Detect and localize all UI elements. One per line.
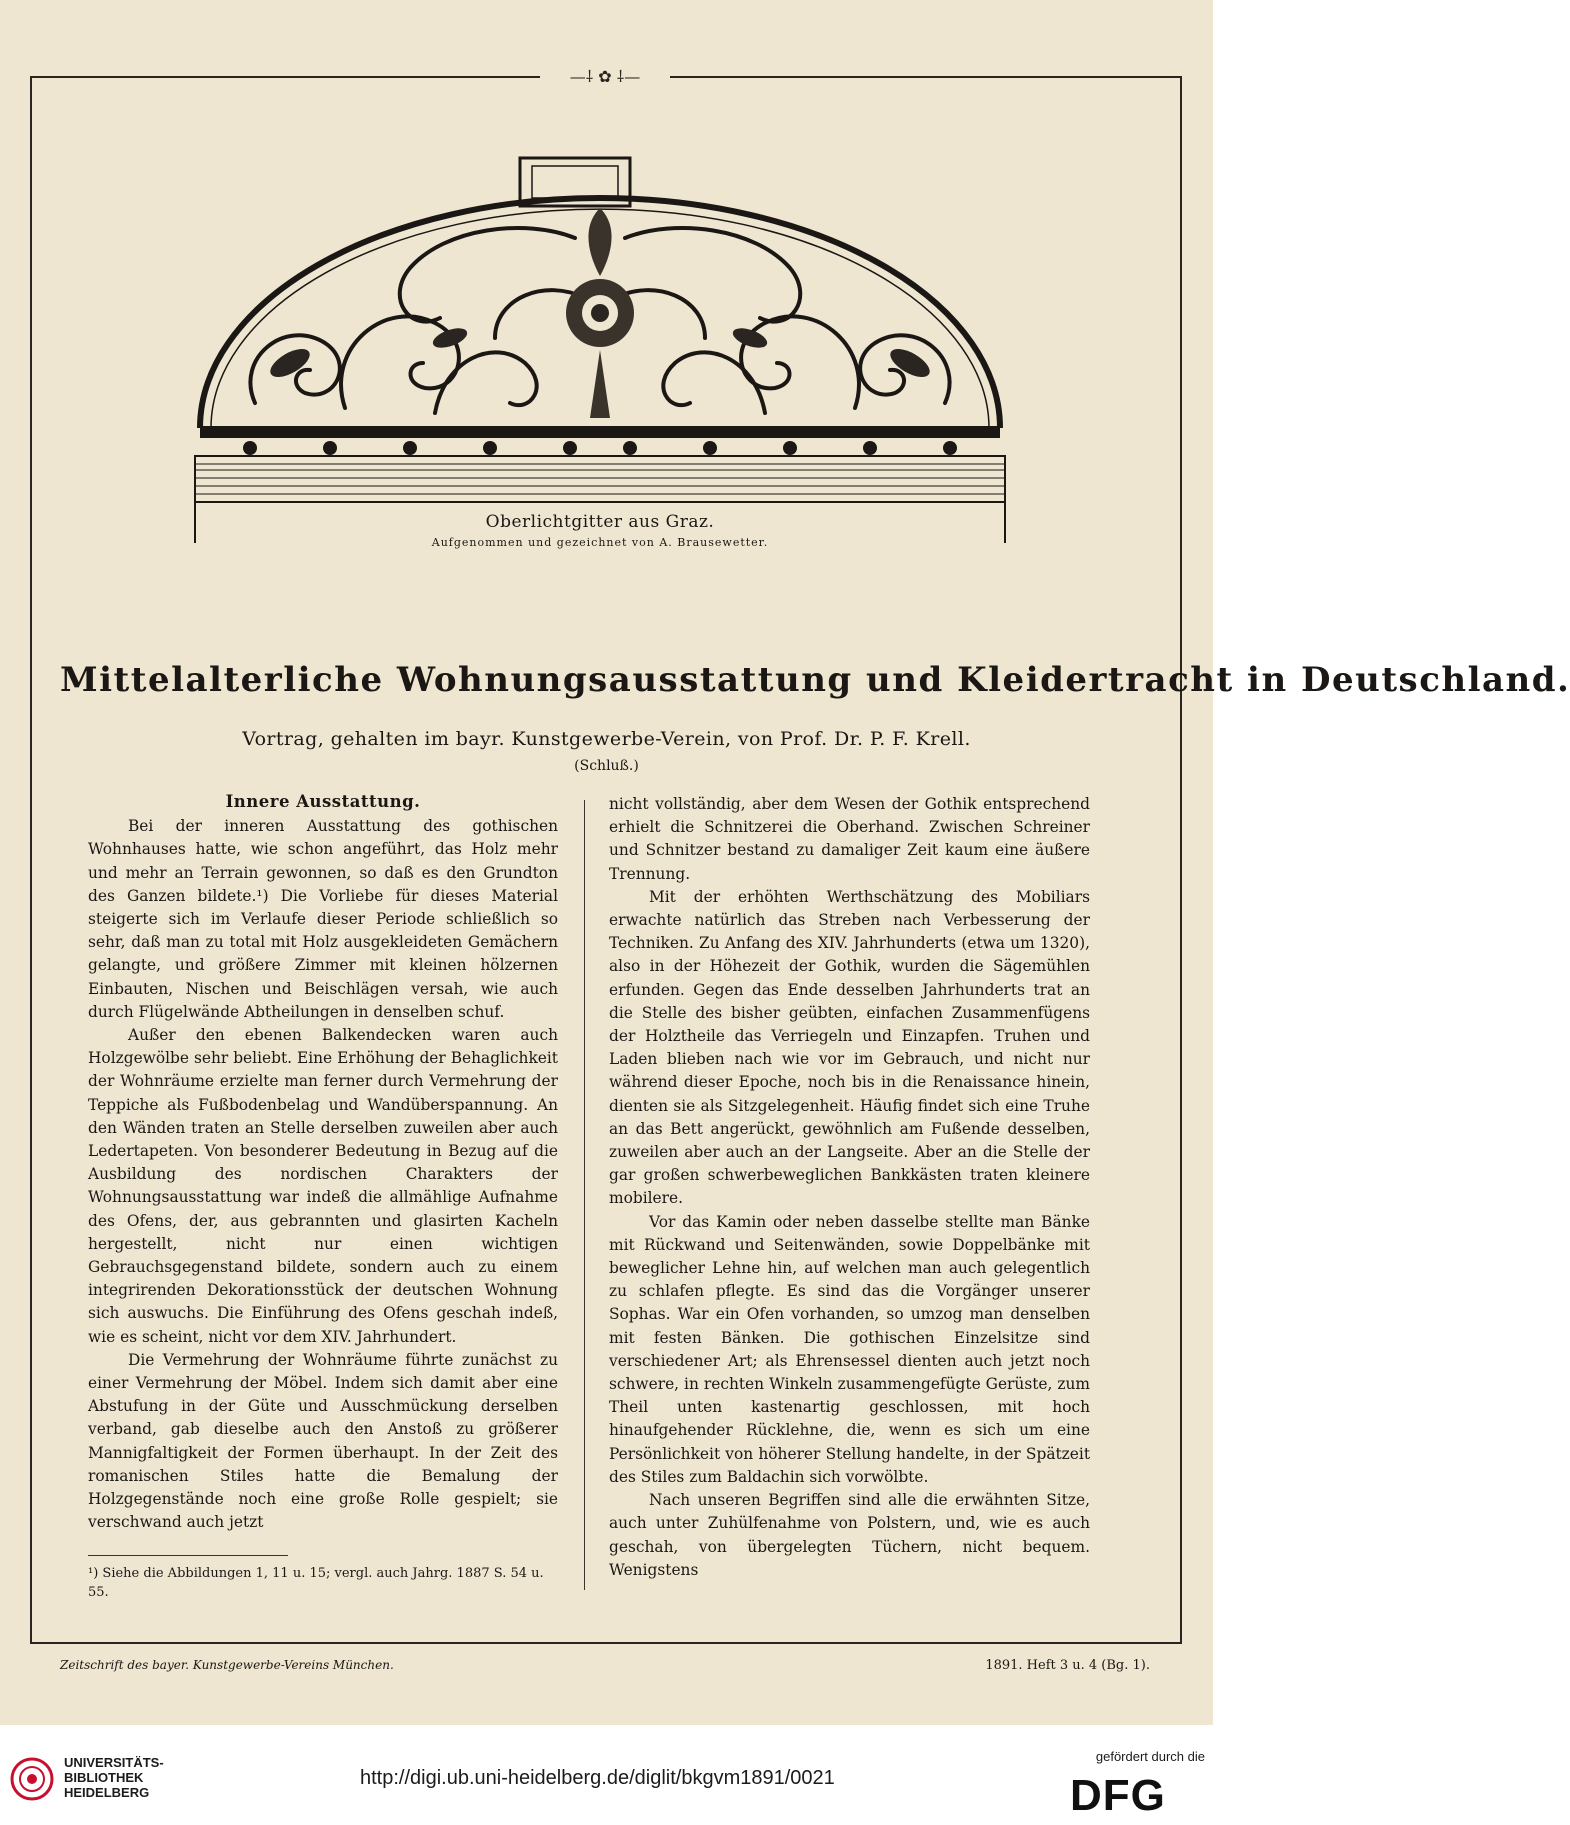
frame-ornament: —⸸ ✿ ⸸— [540, 68, 670, 86]
paragraph: nicht vollständig, aber dem Wesen der Gothik entsprechend erhielt die Schnitzerei die Oberhand. Zwischen Schreiner und Schnitzer bestand zu damaliger Zeit kaum eine äußere Trennung. [609, 795, 1090, 883]
university-library-name[interactable] [64, 1755, 164, 1800]
journal-footer: Zeitschrift des bayer. Kunstgewerbe-Vereins München. [60, 1658, 394, 1672]
column-divider [584, 800, 585, 1590]
section-heading: Innere Ausstattung. [225, 792, 421, 811]
paragraph: Nach unseren Begriffen sind alle die erwähnten Sitze, auch unter Zuhülfenahme von Polstern, und, wie es auch geschah, von übergelegten Tüchern, nicht bequem. Wenigstens [609, 1491, 1090, 1579]
institution-line: HEIDELBERG [64, 1785, 150, 1800]
article-subtitle: Vortrag, gehalten im bayr. Kunstgewerbe-Verein, von Prof. Dr. P. F. Krell. [242, 728, 971, 750]
dfg-logo[interactable]: DFG [1070, 1771, 1166, 1820]
paragraph: Vor das Kamin oder neben dasselbe stellte man Bänke mit Rückwand und Seitenwänden, sowie Doppelbänke mit beweglicher Lehne hin, auf welchen man auch gelegentlich zu schlafen pflegte. Es sind das die Vorgänger unserer Sophas. War ein Ofen vorhanden, so umzog man denselben mit festen Bänken. Die gothischen Einzelsitze sind verschiedener Art; als Ehrensessel dienten auch jetzt noch schwere, in rechten Winkeln zusammengefügte Gerüste, zum Theil unten kastenartig geschlossen, mit hoch hinaufgehender Rücklehne, die, wenn es sich um eine Persönlichkeit von höherer Stellung handelte, in der Spätzeit des Stiles zum Baldachin sich vorwölbte. [609, 1212, 1090, 1486]
article-note: (Schluß.) [574, 758, 639, 774]
university-seal-icon[interactable] [10, 1757, 54, 1801]
caption-title: Oberlichtgitter aus Graz. [485, 512, 715, 532]
paragraph: Mit der erhöhten Werthschätzung des Mobiliars erwachte natürlich das Streben nach Verbesserung der Techniken. Zu Anfang des XIV. Jahrhunderts (etwa um 1320), also in der Höhezeit der Gothik, wurden die Sägemühlen erfunden. Gegen das Ende desselben Jahrhunderts trat an die Stelle des bisher geübten, einfachen Zusammenfügens der Holztheile das Verriegeln und Einzapfen. Truhen und Laden blieben nach wie vor im Gebrauch, und nicht nur während dieser Epoche, noch bis in die Renaissance hinein, dienten sie als Sitzgelegenheit. Häufig findet sich eine Truhe an das Bett angerückt, gewöhnlich am Fußende desselben, zuweilen aber auch an der Langseite. Aber an die Stelle der gar großen schwerbeweglichen Bankkästen traten kleinere mobilere. [609, 887, 1090, 1208]
footnote-rule [88, 1555, 544, 1602]
paragraph: Bei der inneren Ausstattung des gothischen Wohnhauses hatte, wie schon angeführt, das Holz mehr und mehr an Terrain gewonnen, so daß es den Grundton des Ganzen bildete.¹) Die Vorliebe für dieses Material steigerte sich im Verlaufe dieser Periode schließlich so sehr, daß man zu total mit Holz ausgekleideten Gemächern gelangte, und größere Zimmer mit kleinen hölzernen Einbauten, Nischen und Beischlägen versah, wie auch durch Flügelwände Abtheilungen in denselben schuf. [88, 817, 558, 1021]
issue-footer: 1891. Heft 3 u. 4 (Bg. 1). [985, 1658, 1150, 1673]
paragraph: Außer den ebenen Balkendecken waren auch Holzgewölbe sehr beliebt. Eine Erhöhung der Behaglichkeit der Wohnräume erzielte man ferner durch Vermehrung der Teppiche als Fußbodenbelag und Wandüberspannung. An den Wänden traten an Stelle derselben zuweilen aber auch Ledertapeten. Von besonderer Bedeutung in Bezug auf die Ausbildung des nordischen Charakters der Wohnungsausstattung war indeß die allmählige Aufnahme des Ofens, der, aus gebrannten und glasirten Kacheln hergestellt, nicht nur einen wichtigen Gebrauchsgegenstand bildete, sondern auch zu einem integrirenden Dekorationsstück der deutschen Wohnung sich auswuchs. Die Einführung des Ofens geschah indeß, wie es scheint, nicht vor dem XIV. Jahrhundert. [88, 1026, 558, 1346]
institution-line: UNIVERSITÄTS- [64, 1755, 164, 1770]
institution-line: BIBLIOTHEK [64, 1770, 144, 1785]
digitization-bar [0, 1725, 1213, 1825]
left-column [88, 790, 558, 1602]
figure-caption [300, 512, 900, 549]
paragraph: Die Vermehrung der Wohnräume führte zunächst zu einer Vermehrung der Möbel. Indem sich damit aber eine Abstufung in der Güte und Ausschmückung derselben verband, gab dieselbe auch den Anstoß zu größerer Mannigfaltigkeit der Formen überhaupt. In der Zeit des romanischen Stiles hatte die Bemalung der Holzgegenstände noch eine große Rolle gespielt; sie verschwand auch jetzt [88, 1350, 558, 1532]
funding-label: gefördert durch die [1095, 1749, 1205, 1764]
caption-credit: Aufgenommen und gezeichnet von A. Brausewetter. [431, 536, 769, 549]
permalink-url[interactable]: http://digi.ub.uni-heidelberg.de/diglit/bkgvm1891/0021 [360, 1767, 835, 1789]
footnote: ¹) Siehe die Abbildungen 1, 11 u. 15; vergl. auch Jahrg. 1887 S. 54 u. 55. [88, 1565, 544, 1600]
article-title: Mittelalterliche Wohnungsausstattung und Kleidertracht in Deutschland. [60, 660, 1570, 700]
transom-grille-illustration [195, 158, 1005, 543]
right-column [609, 793, 1090, 1582]
